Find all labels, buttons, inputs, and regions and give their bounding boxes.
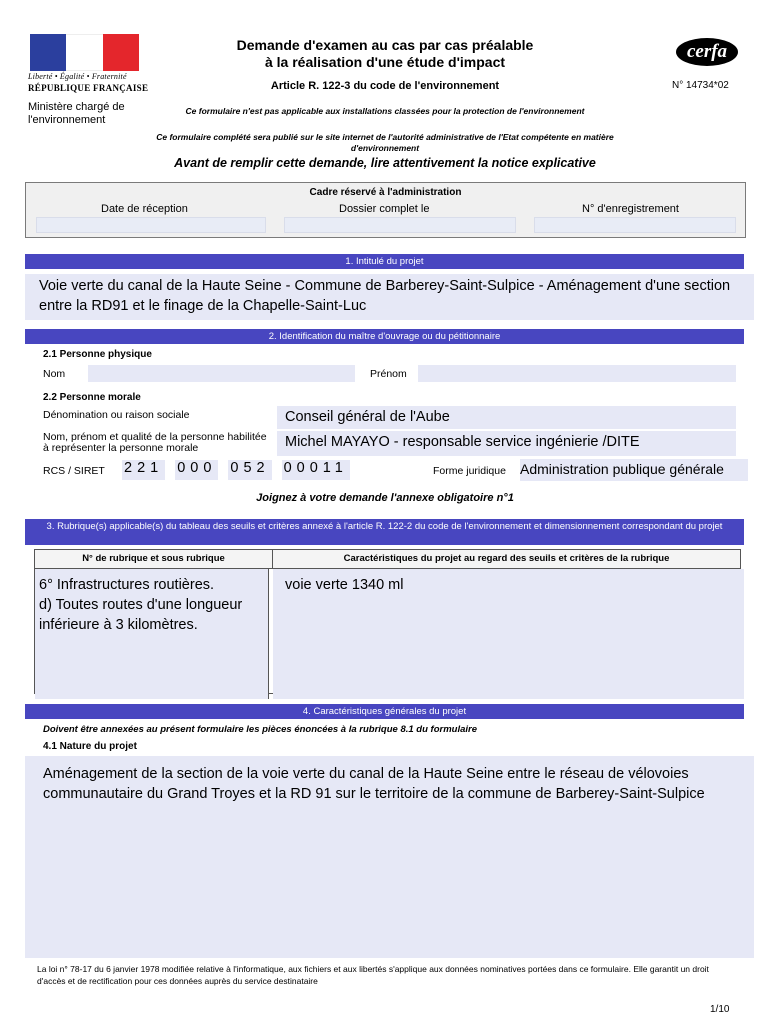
section4-header: 4. Caractéristiques générales du projet: [25, 704, 744, 719]
form-title-line2: à la réalisation d'une étude d'impact: [264, 54, 506, 70]
publication-note: Ce formulaire complété sera publié sur le site internet de l'autorité administrative de l'Etat compétente en matière d'environnement: [156, 132, 614, 153]
project-nature-field[interactable]: Aménagement de la section de la voie verte du canal de la Haute Seine entre le réseau de vélovoies communautaire du Grand Troyes et la RD 91 sur le territoire de la commune de Barberey-Saint-Sulpice: [25, 756, 754, 958]
page-number: 1/10: [710, 1004, 730, 1015]
siret-group-1: 221: [122, 460, 165, 480]
flag-white: [66, 34, 102, 71]
prenom-field[interactable]: [418, 365, 736, 382]
cerfa-logo: cerfa: [676, 38, 738, 66]
section2-header: 2. Identification du maître d'ouvrage ou du pétitionnaire: [25, 329, 744, 344]
admin-reserved-box: [25, 182, 746, 238]
dossier-complete-label: Dossier complet le: [339, 203, 430, 215]
siret-group-4: 00011: [282, 460, 350, 480]
article-reference: Article R. 122-3 du code de l'environnement: [270, 80, 500, 92]
siret-group-3: 052: [228, 460, 271, 480]
denomination-label: Dénomination ou raison sociale: [43, 409, 190, 421]
rubrique-characteristics-field[interactable]: voie verte 1340 ml: [273, 569, 744, 699]
rubrique-col1-header: N° de rubrique et sous rubrique: [35, 550, 273, 569]
physique-title: 2.1 Personne physique: [43, 349, 152, 360]
section3-header: 3. Rubrique(s) applicable(s) du tableau des seuils et critères annexé à l'article R. 122-2 du code de l'environnement et dimensionnement correspondant du projet: [25, 519, 744, 545]
icpe-note: Ce formulaire n'est pas applicable aux installations classées pour la protection de l'environnement: [185, 106, 585, 116]
rcs-siret-field[interactable]: [122, 460, 350, 480]
republic-name: RÉPUBLIQUE FRANÇAISE: [28, 83, 149, 93]
ministry-name: Ministère chargé de l'environnement: [28, 101, 125, 126]
nom-label: Nom: [43, 368, 66, 380]
project-title-field[interactable]: Voie verte du canal de la Haute Seine - Commune de Barberey-Saint-Sulpice - Aménagement d'une section entre la RD91 et le finage de la Chapelle-Saint-Luc: [25, 274, 754, 320]
representative-label: Nom, prénom et qualité de la personne habilitée à représenter la personne morale: [43, 431, 267, 454]
reception-date-field[interactable]: [36, 217, 266, 233]
representative-field[interactable]: Michel MAYAYO - responsable service ingénierie /DITE: [277, 431, 736, 456]
nom-field[interactable]: [88, 365, 355, 382]
admin-title: Cadre réservé à l'administration: [309, 187, 462, 198]
registration-number-label: N° d'enregistrement: [582, 203, 679, 215]
siret-group-2: 000: [175, 460, 218, 480]
form-title-line1: Demande d'examen au cas par cas préalable: [236, 37, 534, 53]
flag-blue: [30, 34, 66, 71]
nature-title: 4.1 Nature du projet: [43, 741, 137, 752]
rubrique-table: [34, 549, 741, 694]
morale-title: 2.2 Personne morale: [43, 392, 141, 403]
republic-motto: Liberté • Égalité • Fraternité: [28, 72, 127, 81]
prenom-label: Prénom: [370, 368, 407, 380]
marianne-logo: [30, 34, 139, 71]
rcs-siret-label: RCS / SIRET: [43, 465, 105, 477]
rubrique-number-field[interactable]: 6° Infrastructures routières. d) Toutes routes d'une longueur inférieure à 3 kilomètres.: [35, 569, 269, 699]
forme-juridique-label: Forme juridique: [433, 465, 506, 477]
cerfa-number: N° 14734*02: [672, 80, 729, 91]
registration-number-field[interactable]: [534, 217, 736, 233]
reception-date-label: Date de réception: [101, 203, 188, 215]
section1-header: 1. Intitulé du projet: [25, 254, 744, 269]
form-title: [170, 37, 600, 71]
notice-warning: Avant de remplir cette demande, lire attentivement la notice explicative: [174, 156, 596, 170]
section4-annex-note: Doivent être annexées au présent formulaire les pièces énoncées à la rubrique 8.1 du formulaire: [43, 724, 477, 735]
rubrique-col2-header: Caractéristiques du projet au regard des seuils et critères de la rubrique: [273, 550, 740, 569]
denomination-field[interactable]: Conseil général de l'Aube: [277, 406, 736, 429]
dossier-complete-field[interactable]: [284, 217, 516, 233]
cnil-notice: La loi n° 78-17 du 6 janvier 1978 modifiée relative à l'informatique, aux fichiers et aux libertés s'applique aux données nominatives portées dans ce formulaire. Elle garantit un droit d'accès et de rectification pour ces données auprès du service destinataire: [37, 964, 709, 986]
forme-juridique-field[interactable]: Administration publique générale: [520, 459, 748, 481]
flag-red: [103, 34, 139, 71]
annex-note: Joignez à votre demande l'annexe obligatoire n°1: [256, 492, 514, 504]
